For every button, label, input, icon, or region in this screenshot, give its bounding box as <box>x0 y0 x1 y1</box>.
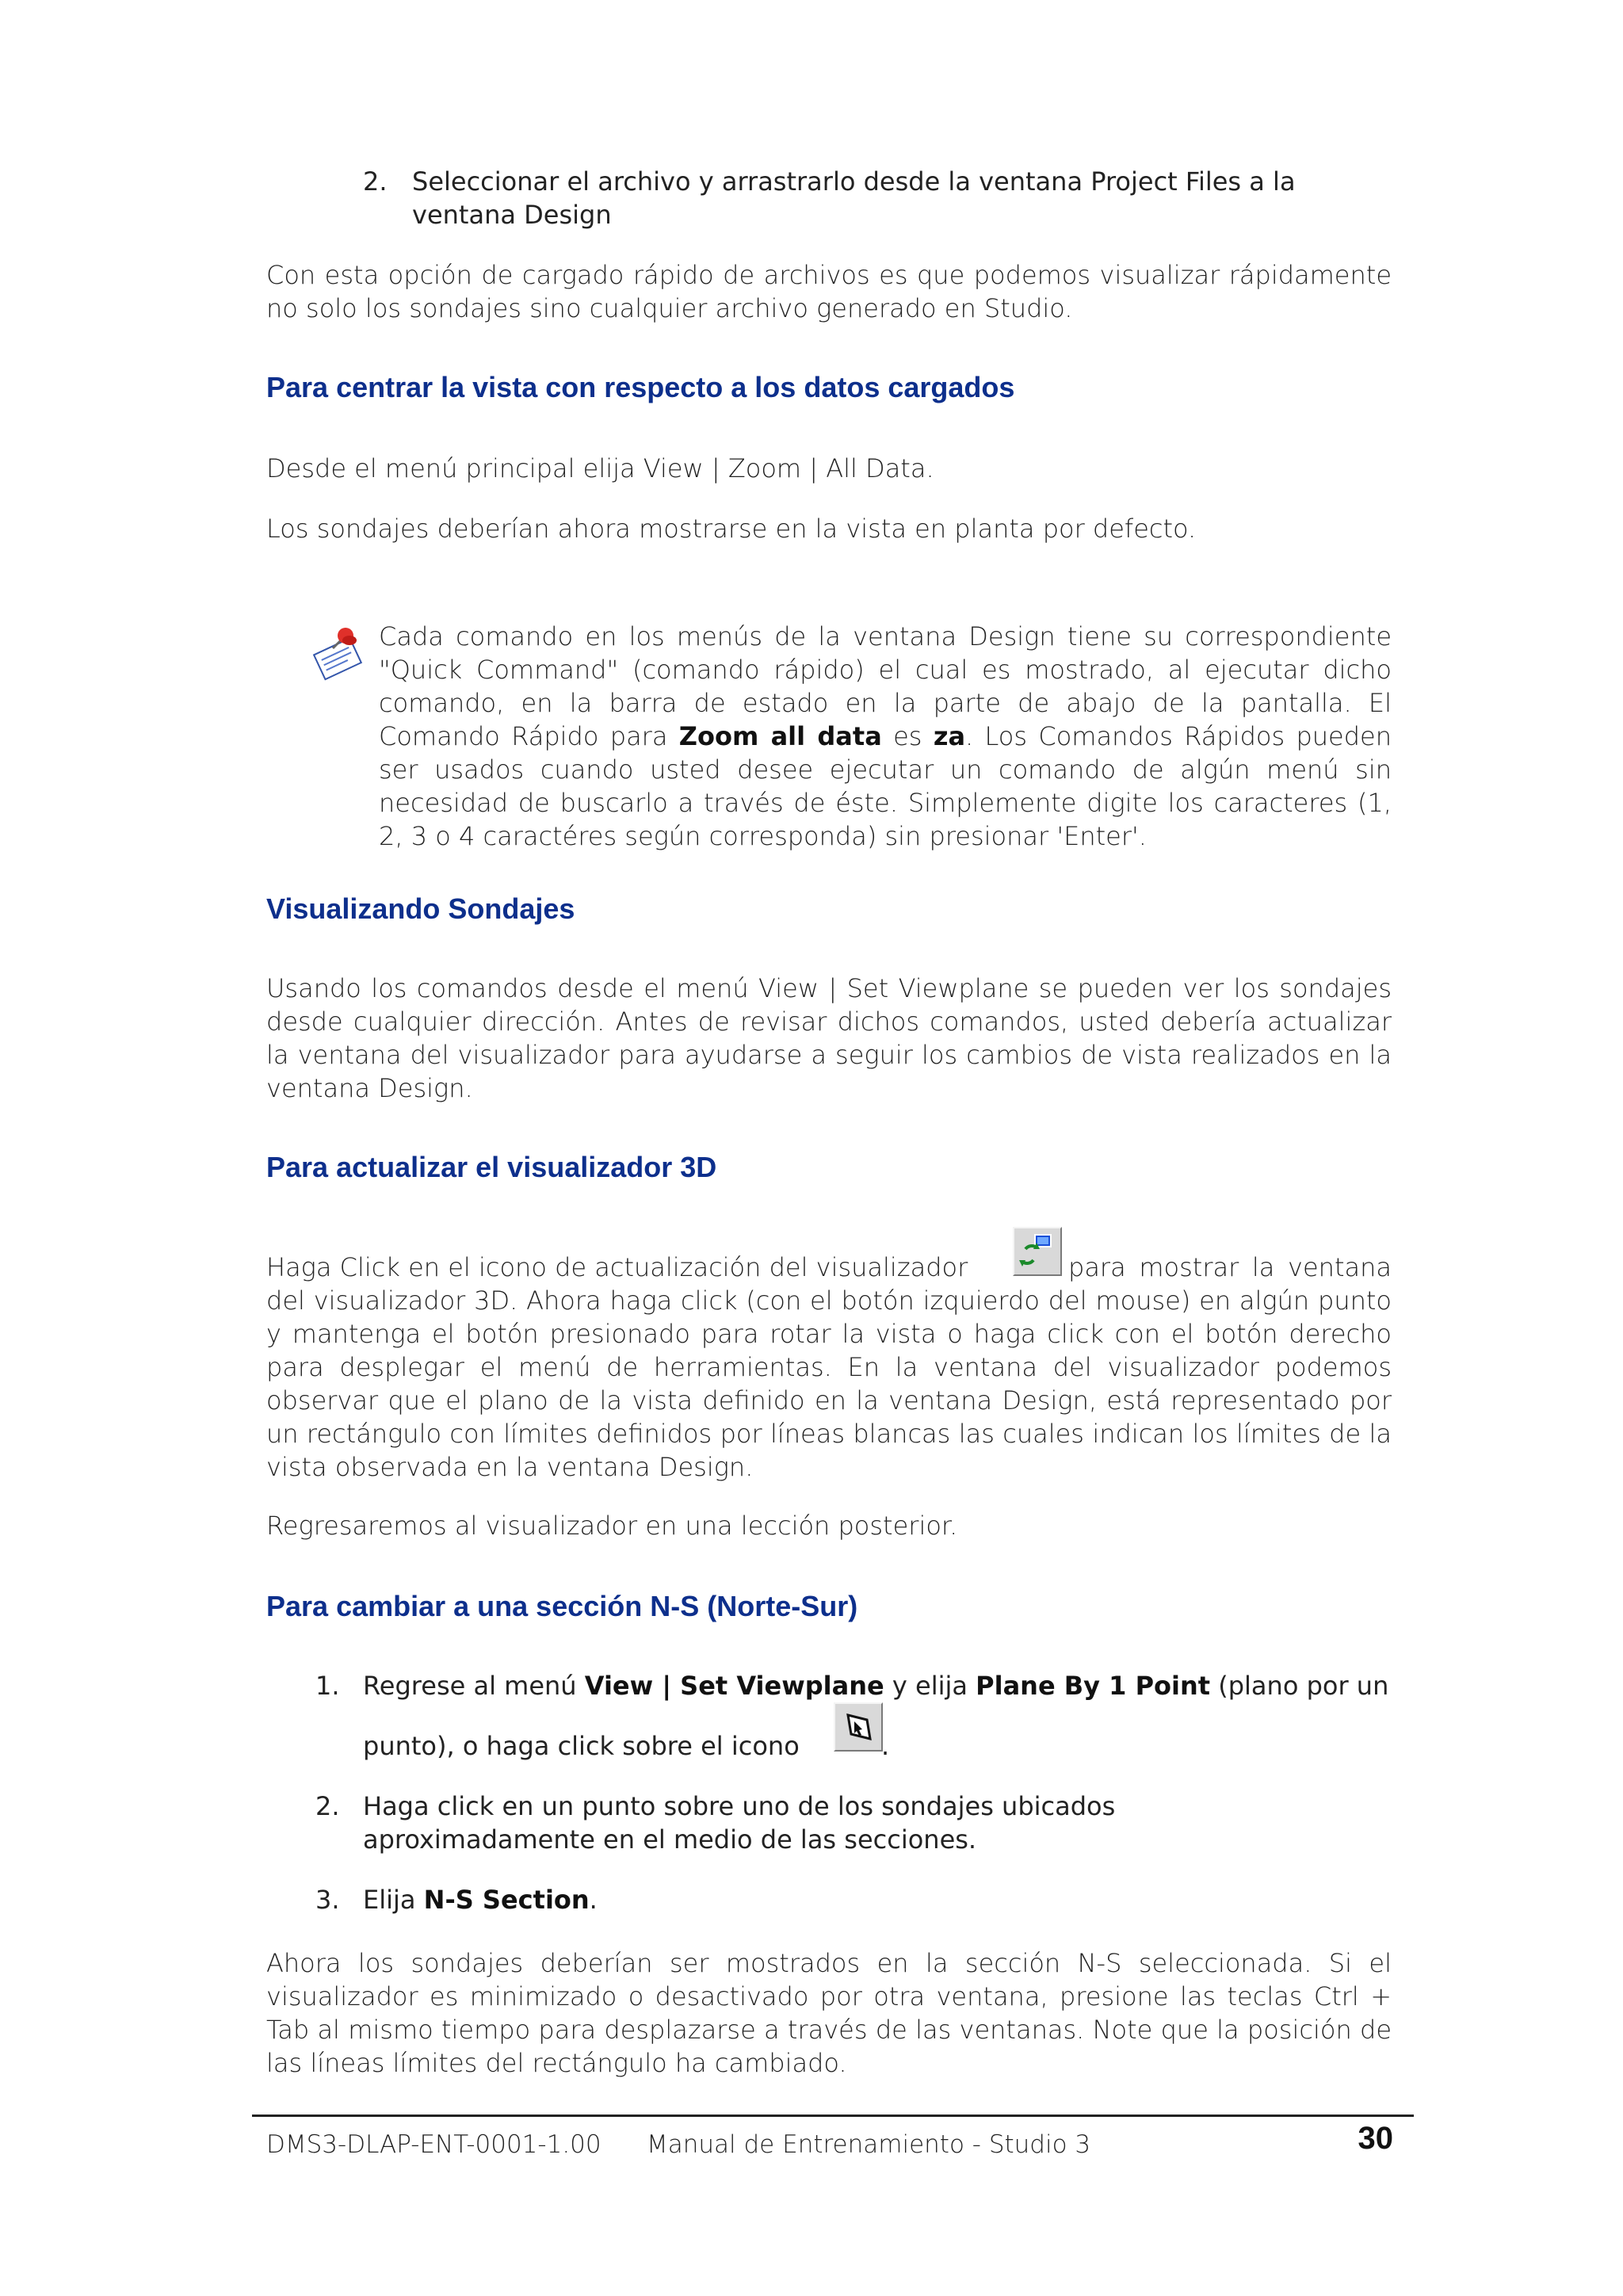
heading-actualizar: Para actualizar el visualizador 3D <box>266 1151 717 1183</box>
paragraph-usando: Usando los comandos desde el menú View | Set Viewplane se pueden ver los sondajes desde cualquier dirección. Antes de revisar dichos comandos, usted debería actualizar la ventana del visualizador para ayudarse a seguir los cambios de vista realizados en la ventana Design. <box>266 973 1392 1103</box>
list-number: 2. <box>363 166 388 197</box>
paragraph-haga-2: para mostrar la ventana del visualizador 3D. Ahora haga click (con el botón izquierdo del mouse) en algún punto y mantenga el botón presionado para rotar la vista o haga click con el botón derecho para desplegar el menú de herramientas. En la ventana del visualizador podemos observar que el plano de la vista definido en la ventana Design, está representado por un rectángulo con límites definidos por líneas blancas las cuales indican los límites de la vista observada en la ventana Design. <box>266 1252 1392 1482</box>
pushpin-note-icon <box>306 621 369 685</box>
list-item <box>363 165 1361 236</box>
menu-path: View | Set Viewplane <box>584 1671 884 1701</box>
list-item-3: 3. Elija N-S Section. <box>315 1885 598 1915</box>
footer-title: Manual de Entrenamiento - Studio 3 <box>647 2130 1091 2159</box>
note-paragraph: Cada comando en los menús de la ventana Design tiene su correspondiente "Quick Command" (comando rápido) el cual es mostrado, al ejecutar dicho comando, en la barra de estado en la parte de abajo de la pantalla. El Comando Rápido para Zoom all data es za. Los Comandos Rápidos pueden ser usados cuando usted desee ejecutar un comando de algún menú sin necesidad de buscarlo a través de éste. Simplemente digite los caracteres (1, 2, 3 o 4 caractéres según corresponda) sin presionar 'Enter'. <box>379 621 1392 851</box>
list-item-2: 2. Haga click en un punto sobre uno de los sondajes ubicados aproximadamente en el medio de las secciones. <box>315 1791 1116 1855</box>
page-number: 30 <box>1358 2121 1393 2156</box>
section-option: N-S Section <box>423 1885 590 1915</box>
quick-command-code: za <box>933 721 966 751</box>
list-text: Seleccionar el archivo y arrastrarlo desde la ventana Project Files a la ventana Design <box>412 166 1296 230</box>
quick-command-name: Zoom all data <box>678 721 882 751</box>
heading-visualizando: Visualizando Sondajes <box>266 892 575 925</box>
paragraph-carga: Con esta opción de cargado rápido de archivos es que podemos visualizar rápidamente no solo los sondajes sino cualquier archivo generado en Studio. <box>266 260 1392 323</box>
heading-seccion: Para cambiar a una sección N-S (Norte-Sur) <box>266 1590 858 1622</box>
paragraph-menu: Desde el menú principal elija View | Zoom | All Data. <box>266 453 934 483</box>
step-1-period: . <box>881 1731 890 1761</box>
plane-by-point-icon[interactable] <box>834 1702 883 1752</box>
menu-option: Plane By 1 Point <box>976 1671 1211 1701</box>
footer-rule <box>252 2115 1414 2117</box>
footer-doc-id: DMS3-DLAP-ENT-0001-1.00 <box>266 2130 601 2159</box>
paragraph-regresaremos: Regresaremos al visualizador en una lección posterior. <box>266 1511 958 1541</box>
list-item-1: 1. Regrese al menú View | Set Viewplane y elija Plane By 1 Point (plano por un punto), o haga click sobre el icono <box>315 1671 1389 1761</box>
paragraph-haga-1: Haga Click en el icono de actualización del visualizador <box>266 1252 968 1282</box>
paragraph-planta: Los sondajes deberían ahora mostrarse en la vista en planta por defecto. <box>266 514 1197 544</box>
paragraph-ahora: Ahora los sondajes deberían ser mostrados en la sección N-S seleccionada. Si el visualizador es minimizado o desactivado por otra ventana, presione las teclas Ctrl + Tab al mismo tiempo para desplazarse a través de las ventanas. Note que la posición de las líneas límites del rectángulo ha cambiado. <box>266 1948 1392 2078</box>
heading-centrar: Para centrar la vista con respecto a los datos cargados <box>266 371 1015 403</box>
